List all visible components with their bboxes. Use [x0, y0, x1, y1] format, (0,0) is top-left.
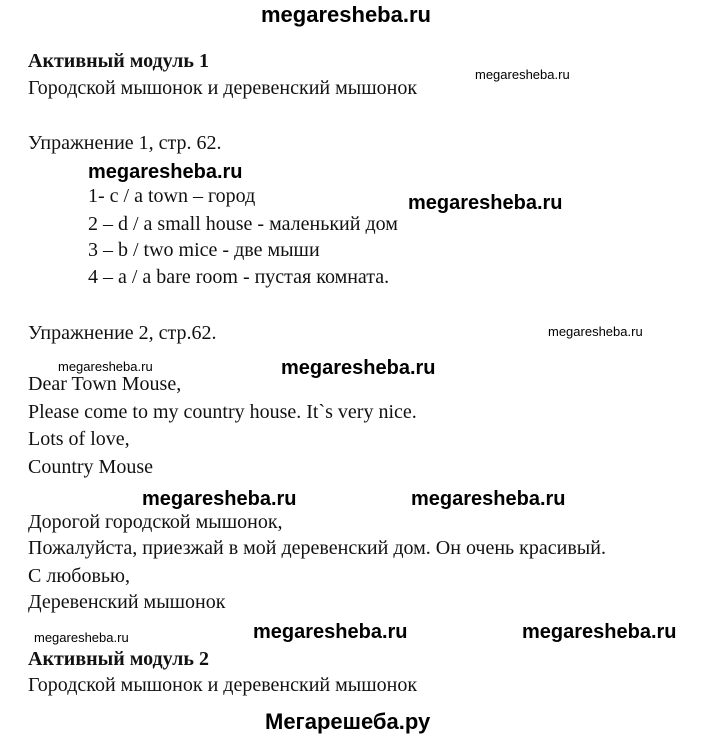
letter-english-line: Please come to my country house. It`s very nice. — [28, 401, 417, 423]
letter-english-line: Country Mouse — [28, 456, 153, 478]
watermark: megaresheba.ru — [408, 192, 563, 214]
watermark: megaresheba.ru — [58, 359, 153, 374]
module2-title: Активный модуль 2 — [28, 648, 209, 670]
exercise1-heading: Упражнение 1, стр. 62. — [28, 132, 222, 154]
watermark: megaresheba.ru — [522, 621, 677, 643]
exercise1-item: 2 – d / a small house - маленький дом — [88, 213, 398, 235]
watermark: megaresheba.ru — [281, 357, 436, 379]
exercise1-item: 1- c / a town – город — [88, 185, 256, 207]
watermark: megaresheba.ru — [475, 67, 570, 82]
letter-english-line: Dear Town Mouse, — [28, 373, 182, 395]
module1-subtitle: Городской мышонок и деревенский мышонок — [28, 77, 418, 99]
watermark: megaresheba.ru — [411, 488, 566, 510]
watermark: megaresheba.ru — [142, 488, 297, 510]
letter-russian-line: Пожалуйста, приезжай в мой деревенский дом. Он очень красивый. — [28, 537, 606, 559]
module2-subtitle: Городской мышонок и деревенский мышонок — [28, 674, 418, 696]
letter-russian-line: Деревенский мышонок — [28, 591, 226, 613]
exercise1-item: 3 – b / two mice - две мыши — [88, 239, 320, 261]
watermark: megaresheba.ru — [88, 161, 243, 183]
module1-title: Активный модуль 1 — [28, 50, 209, 72]
letter-russian-line: Дорогой городской мышонок, — [28, 511, 283, 533]
watermark: megaresheba.ru — [253, 621, 408, 643]
watermark: megaresheba.ru — [34, 630, 129, 645]
letter-english-line: Lots of love, — [28, 428, 130, 450]
watermark: megaresheba.ru — [548, 324, 643, 339]
header-site-name: megaresheba.ru — [261, 2, 431, 27]
exercise2-heading: Упражнение 2, стр.62. — [28, 322, 217, 344]
footer-site-name: Мегарешеба.ру — [265, 709, 431, 734]
letter-russian-line: С любовью, — [28, 565, 130, 587]
exercise1-item: 4 – a / a bare room - пустая комната. — [88, 266, 390, 288]
